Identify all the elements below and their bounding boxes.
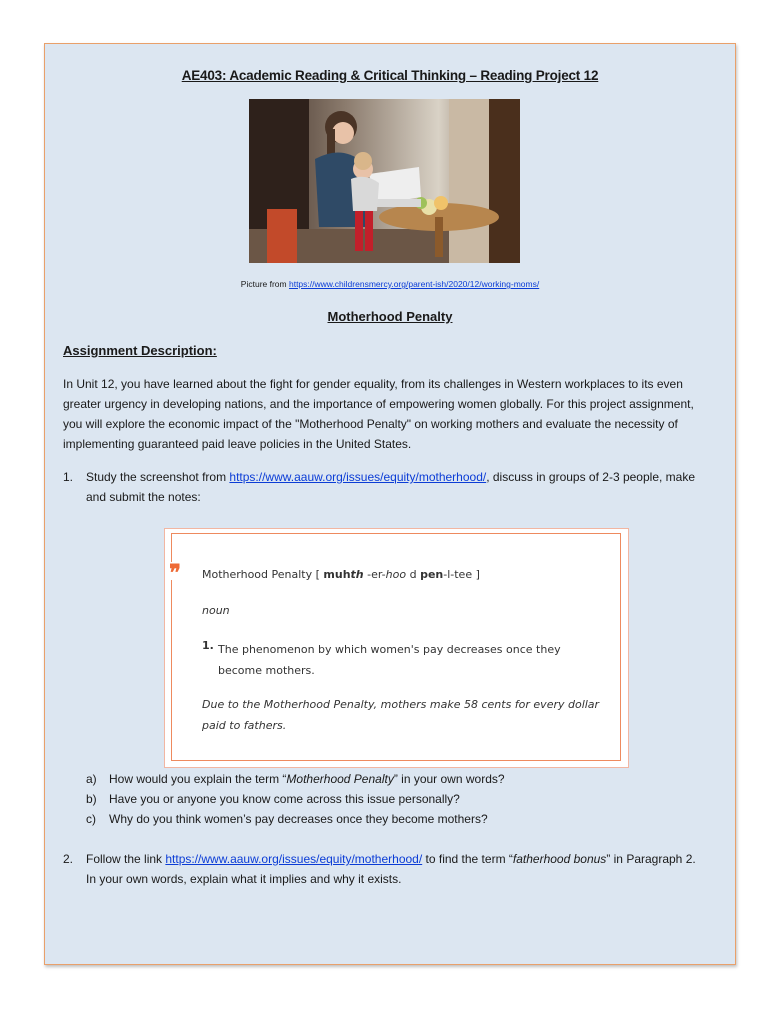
term-syllable-stress: th: [350, 568, 364, 581]
sub-question-text: ” in your own words?: [393, 772, 505, 786]
sub-question-list: [86, 769, 706, 829]
sub-question-text: Have you or anyone you know come across this issue personally?: [109, 792, 460, 806]
item-number: 2.: [63, 852, 74, 866]
definition-term: [202, 568, 480, 581]
assignment-heading: Assignment Description:: [63, 343, 217, 358]
sub-question-text: Why do you think women’s pay decreases once they become mothers?: [109, 812, 488, 826]
document-title: AE403: Academic Reading & Critical Thinking – Reading Project 12: [181, 68, 599, 83]
definition-number: 1.: [202, 639, 214, 652]
term-syllable: -l-tee ]: [443, 568, 480, 581]
part-of-speech: noun: [202, 604, 230, 617]
sub-question-letter: c): [86, 812, 96, 826]
item2-text-after: ” in Paragraph 2. In your own words, explain what it implies and why it exists.: [86, 852, 696, 886]
item2-text-before: Follow the link: [86, 852, 166, 866]
section-subtitle: Motherhood Penalty: [327, 309, 453, 324]
definition-text: The phenomenon by which women's pay decreases once they become mothers.: [218, 643, 561, 677]
mother-child-photo: [249, 99, 520, 263]
sub-question-text: How would you explain the term “: [109, 772, 287, 786]
sub-question: [86, 809, 706, 829]
sub-question: [86, 789, 706, 809]
term-prefix: Motherhood Penalty [: [202, 568, 324, 581]
term-syllable-bold: pen: [420, 568, 444, 581]
term-syllable-italic: hoo: [385, 568, 407, 581]
item1-text-after: , discuss in groups of 2-3 people, make and submit the notes:: [86, 470, 695, 504]
aauw-link-2[interactable]: https://www.aauw.org/issues/equity/motherhood/: [165, 852, 423, 866]
aauw-link[interactable]: https://www.aauw.org/issues/equity/motherhood/: [229, 470, 487, 484]
definition-screenshot: [164, 528, 629, 768]
caption-prefix: Picture from: [240, 279, 289, 289]
definition-frame: [171, 533, 621, 761]
document-page: [44, 43, 736, 965]
sub-question-letter: b): [86, 792, 97, 806]
sub-question-emphasis: Motherhood Penalty: [286, 772, 394, 786]
quote-mark-icon: ❞: [166, 562, 184, 580]
item2-text-mid: to find the term “: [422, 852, 513, 866]
term-syllable: muh: [323, 568, 351, 581]
caption-link[interactable]: https://www.childrensmercy.org/parent-ish/2020/12/working-moms/: [288, 279, 540, 289]
item-number: 1.: [63, 470, 74, 484]
intro-paragraph: In Unit 12, you have learned about the fight for gender equality, from its challenges in Western workplaces to its even greater urgency in developing nations, and the importance of empowering women globally. For this project assignment, you will explore the economic impact of the "Motherhood Penalty" on working mothers and evaluate the necessity of implementing guaranteed paid leave policies in the United States.: [63, 377, 694, 451]
photo-caption: [45, 279, 735, 289]
sub-question: [86, 769, 706, 789]
term-syllable: d: [406, 568, 421, 581]
sub-question-letter: a): [86, 772, 97, 786]
term-syllable: -er-: [363, 568, 386, 581]
definition-example: Due to the Motherhood Penalty, mothers make 58 cents for every dollar paid to fathers.: [202, 698, 600, 732]
item1-text-before: Study the screenshot from: [86, 470, 230, 484]
item2-emphasis: fatherhood bonus: [512, 852, 607, 866]
